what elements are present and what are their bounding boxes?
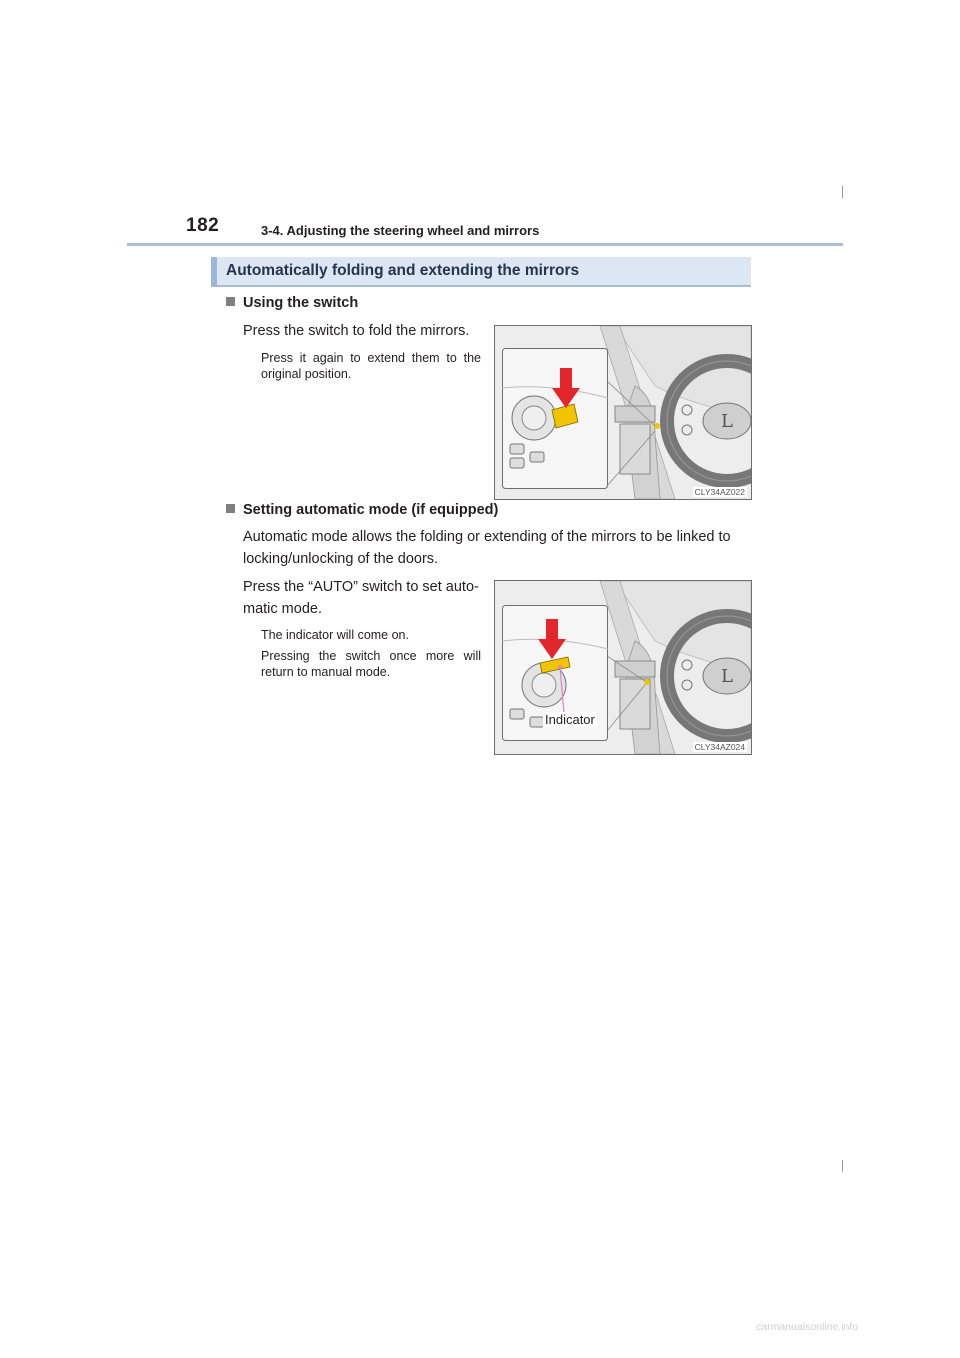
subheading-using-switch: Using the switch — [226, 295, 358, 311]
section-title: Automatically folding and extending the mirrors — [226, 262, 580, 279]
watermark-logo: carmanualsonline.info — [756, 1321, 859, 1333]
page-number: 182 — [186, 215, 220, 236]
auto-mode-instruction: Press the “AUTO” switch to set auto- matic mode. — [243, 579, 479, 617]
bullet-square-icon — [226, 504, 235, 513]
header-divider — [127, 243, 843, 246]
figure-mirror-switch — [494, 325, 752, 500]
bullet-square-icon — [226, 297, 235, 306]
figure-code: CLY34AZ022 — [694, 487, 745, 497]
crop-mark-top — [842, 186, 843, 198]
note-indicator-on: The indicator will come on. — [261, 628, 409, 642]
indicator-label: Indicator — [545, 712, 595, 727]
svg-text:L: L — [721, 666, 733, 687]
note-extend: Press it again to extend them to the original position. — [261, 351, 481, 381]
switch-panel-closeup — [502, 348, 608, 489]
chapter-title: 3-4. Adjusting the steering wheel and mirrors — [261, 223, 540, 238]
auto-mode-description: Automatic mode allows the folding or extending of the mirrors to be linked to locking/unlocking of the doors. — [243, 529, 731, 567]
figure-code: CLY34AZ024 — [694, 742, 745, 752]
section-title-bar — [211, 257, 751, 287]
subheading-auto-mode: Setting automatic mode (if equipped) — [226, 502, 498, 518]
svg-text:L: L — [721, 411, 733, 432]
instruction-fold: Press the switch to fold the mirrors. — [243, 323, 470, 339]
note-return-manual: Pressing the switch once more will return to manual mode. — [261, 649, 481, 679]
crop-mark-bottom — [842, 1160, 843, 1172]
figure-auto-switch — [494, 580, 752, 755]
